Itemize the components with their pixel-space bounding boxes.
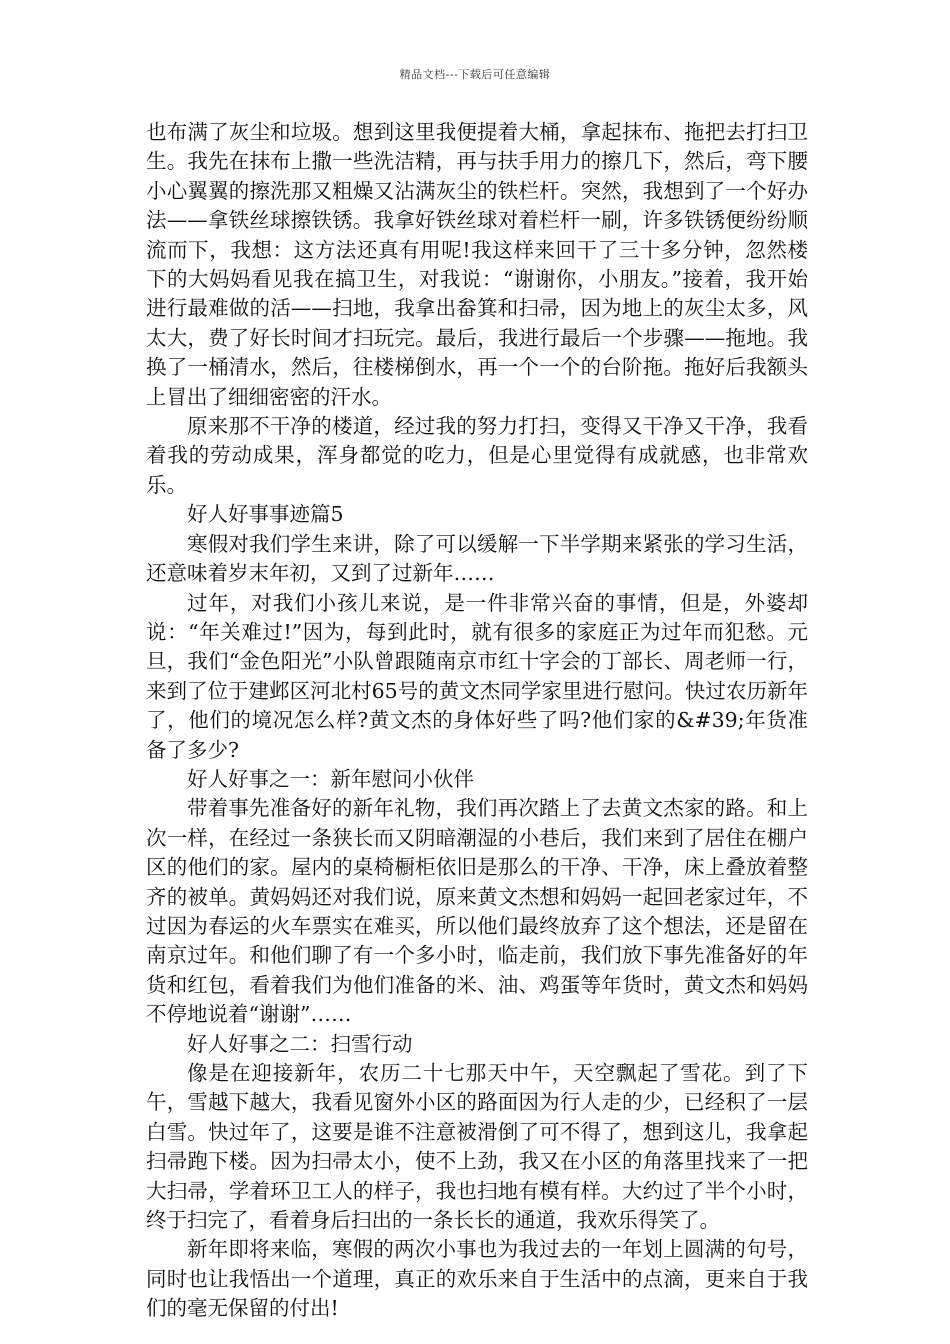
paragraph-snow-sweeping: 像是在迎接新年，农历二十七那天中午，天空飘起了雪花。到了下午，雪越下越大，我看见窗外小区的路面因为行人走的少，已经积了一层白雪。快过年了，这要是谁不注意被滑倒了可不得了，想到这儿，我拿起扫帚跑下楼。因为扫帚太小，使不上劲，我又在小区的角落里找来了一把大扫帚，学着环卫工人的样子，我也扫地有模有样。大约过了半个小时，终于扫完了，看着身后扫出的一条长长的通道，我欢乐得笑了。 bbox=[146, 1061, 808, 1233]
paragraph-winter-break: 寒假对我们学生来讲，除了可以缓解一下半学期来紧张的学习生活，还意味着岁末年初，又到了过新年…… bbox=[146, 531, 808, 586]
section-heading-snow: 好人好事之二：扫雪行动 bbox=[187, 1031, 413, 1056]
section-heading-part5: 好人好事事迹篇5 bbox=[187, 502, 344, 527]
page-header: 精品文档---下载后可任意编辑 bbox=[399, 68, 551, 81]
document-body bbox=[146, 118, 808, 1324]
paragraph-visit-details: 带着事先准备好的新年礼物，我们再次踏上了去黄文杰家的路。和上次一样，在经过一条狭长而又阴暗潮湿的小巷后，我们来到了居住在棚户区的他们的家。屋内的桌椅橱柜依旧是那么的干净、干净，床上叠放着整齐的被单。黄妈妈还对我们说，原来黄文杰想和妈妈一起回老家过年，不过因为春运的火车票实在难买，所以他们最终放弃了这个想法，还是留在南京过年。和他们聊了有一个多小时，临走前，我们放下事先准备好的年货和红包，看着我们为他们准备的米、油、鸡蛋等年货时，黄文杰和妈妈不停地说着“谢谢”…… bbox=[146, 796, 808, 1027]
paragraph-conclusion: 新年即将来临，寒假的两次小事也为我过去的一年划上圆满的句号，同时也让我悟出一个道理，真正的欢乐来自于生活中的点滴，更来自于我们的毫无保留的付出! bbox=[146, 1237, 808, 1321]
paragraph-clean-result: 原来那不干净的楼道，经过我的努力打扫，变得又干净又干净，我看着我的劳动成果，浑身都觉的吃力，但是心里觉得有成就感，也非常欢乐。 bbox=[146, 414, 808, 497]
section-heading-visit: 好人好事之一：新年慰问小伙伴 bbox=[187, 766, 474, 791]
paragraph-cleaning-stairs: 也布满了灰尘和垃圾。想到这里我便提着大桶，拿起抹布、拖把去打扫卫生。我先在抹布上撒一些洗洁精，再与扶手用力的擦几下，然后，弯下腰小心翼翼的擦洗那又粗燥又沾满灰尘的铁栏杆。突然，我想到了一个好办法——拿铁丝球擦铁锈。我拿好铁丝球对着栏杆一刷，许多铁锈便纷纷顺流而下，我想：这方法还真有用呢!我这样来回干了三十多分钟，忽然楼下的大妈妈看见我在搞卫生，对我说：“谢谢你，小朋友。”接着，我开始进行最难做的活——扫地，我拿出畚箕和扫帚，因为地上的灰尘太多，风太大，费了好长时间才扫玩完。最后，我进行最后一个步骤——拖地。我换了一桶清水，然后，往楼梯倒水，再一个一个的台阶拖。拖好后我额头上冒出了细细密密的汗水。 bbox=[146, 120, 808, 409]
paragraph-new-year-visit-intro: 过年，对我们小孩儿来说，是一件非常兴奋的事情，但是，外婆却说：“年关难过!”因为，每到此时，就有很多的家庭正为过年而犯愁。元旦，我们“金色阳光”小队曾跟随南京市红十字会的丁部长、周老师一行，来到了位于建邺区河北村65号的黄文杰同学家里进行慰问。快过农历新年了，他们的境况怎么样?黄文杰的身体好些了吗?他们家的&#39;年货准备了多少? bbox=[146, 590, 808, 762]
